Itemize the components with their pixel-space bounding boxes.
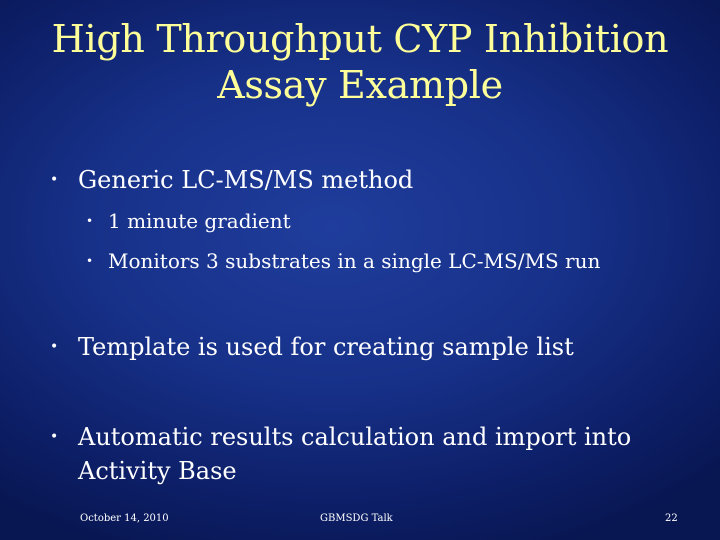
footer-date: October 14, 2010: [80, 513, 169, 524]
bullet-text: Template is used for creating sample list: [78, 333, 574, 361]
slide-title-line-1: High Throughput CYP Inhibition: [51, 17, 669, 61]
page-number: 22: [665, 513, 678, 524]
bullet-text-line-2: Activity Base: [78, 457, 237, 485]
bullet-icon: •: [50, 339, 59, 355]
slide-title-line-2: Assay Example: [217, 63, 503, 107]
bullet-text: Generic LC-MS/MS method: [78, 166, 414, 194]
footer-center-text: GBMSDG Talk: [320, 513, 393, 524]
bullet-text-line-1: Automatic results calculation and import into: [78, 423, 632, 451]
sub-bullet-text: 1 minute gradient: [108, 209, 291, 233]
slide-title: [0, 16, 720, 108]
bullet-icon: •: [86, 254, 94, 268]
bullet-icon: •: [86, 214, 94, 228]
bullet-icon: •: [50, 172, 59, 188]
sub-bullet-text: Monitors 3 substrates in a single LC-MS/MS run: [108, 249, 601, 273]
bullet-icon: •: [50, 429, 59, 445]
